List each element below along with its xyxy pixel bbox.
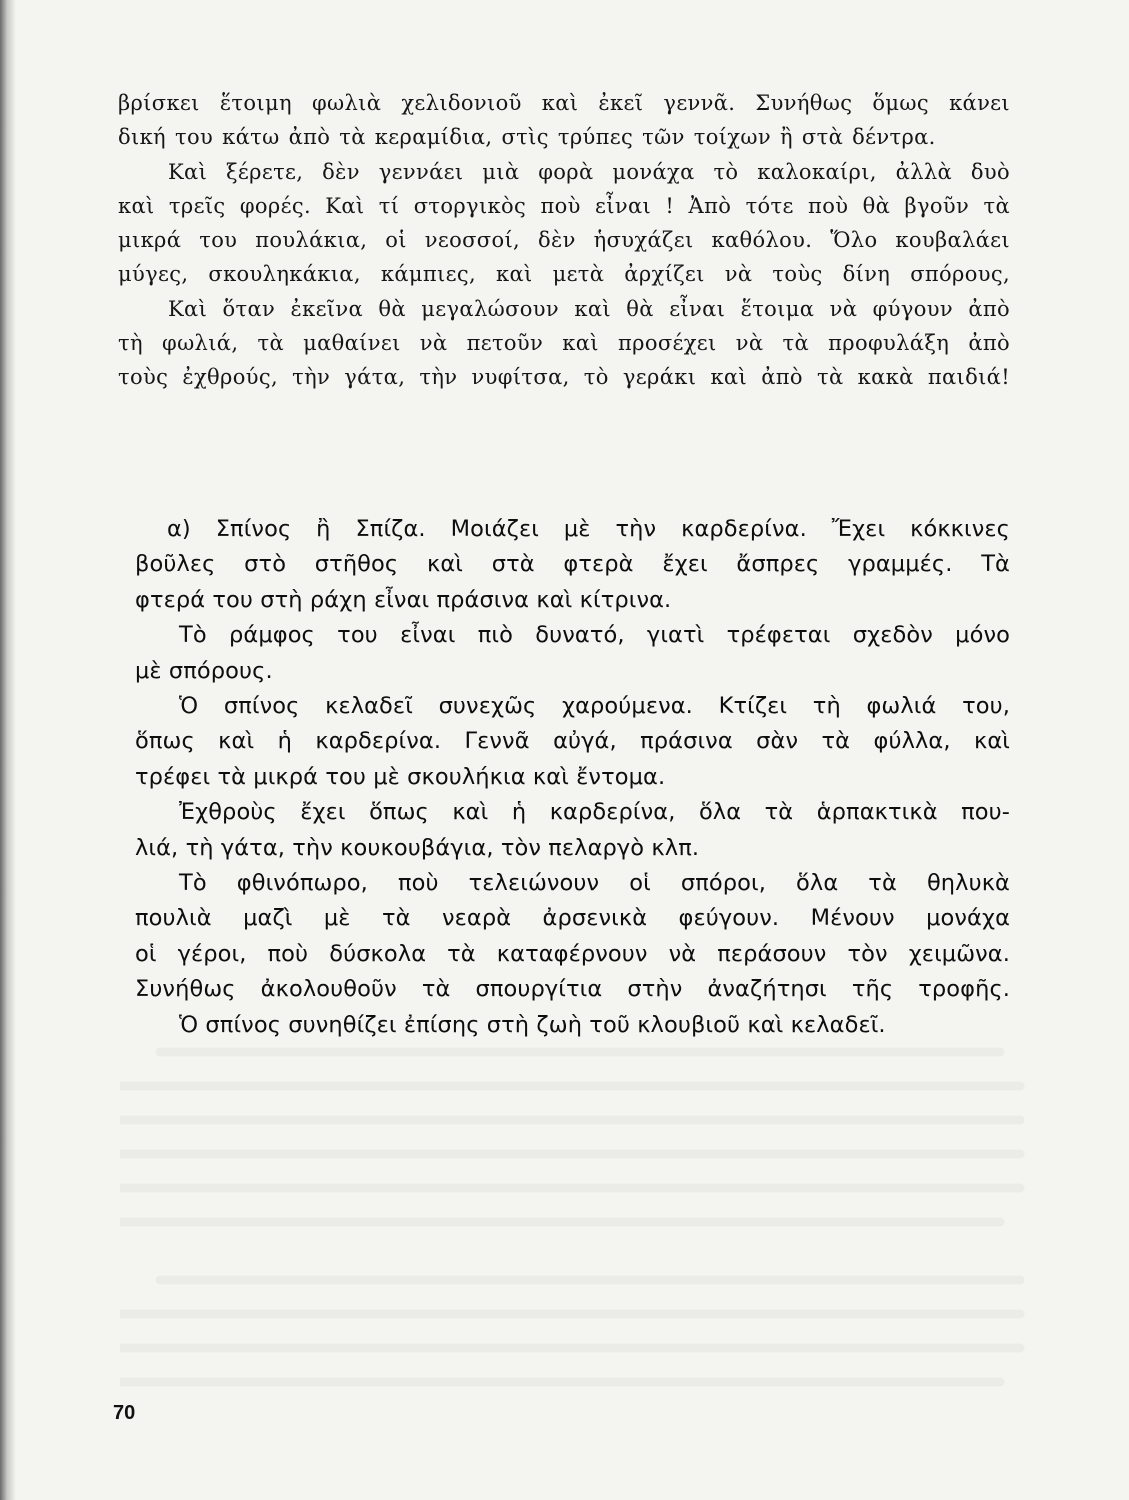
text-line: μὲ σπόρους. bbox=[135, 657, 273, 684]
text-line: Καὶ ὅταν ἐκεῖνα θὰ μεγαλώσουν καὶ θὰ εἶναι ἕτοιμα νὰ φύγουν ἀπὸ bbox=[168, 296, 1010, 321]
text-line: Τὸ ράμφος του εἶναι πιὸ δυνατό, γιατὶ τρέφεται σχεδὸν μόνο bbox=[179, 622, 1010, 649]
text-line: οἱ γέροι, ποὺ δύσκολα τὰ καταφέρνουν νὰ περάσουν τὸν χειμῶνα. bbox=[135, 940, 1010, 967]
text-line: δική του κάτω ἀπὸ τὰ κεραμίδια, στὶς τρύπες τῶν τοίχων ἢ στὰ δέντρα. bbox=[118, 125, 936, 150]
text-line: Ἐχθροὺς ἔχει ὅπως καὶ ἡ καρδερίνα, ὅλα τὰ ἁρπακτικὰ που- bbox=[179, 799, 1010, 826]
text-line: τοὺς ἐχθρούς, τὴν γάτα, τὴν νυφίτσα, τὸ γεράκι καὶ ἀπὸ τὰ κακὰ παιδιά! bbox=[118, 365, 1010, 390]
text-line: τὴ φωλιά, τὰ μαθαίνει νὰ πετοῦν καὶ προσέχει νὰ τὰ προφυλάξη ἀπὸ bbox=[118, 331, 1010, 356]
text-line: μύγες, σκουληκάκια, κάμπιες, καὶ μετὰ ἀρχίζει νὰ τοὺς δίνη σπόρους, bbox=[118, 262, 1010, 287]
show-through-texture bbox=[120, 1040, 1039, 1400]
text-line: τρέφει τὰ μικρά του μὲ σκουλήκια καὶ ἔντομα. bbox=[135, 763, 666, 790]
text-line: λιά, τὴ γάτα, τὴν κουκουβάγια, τὸν πελαργὸ κλπ. bbox=[135, 834, 700, 861]
text-line: Ὁ σπίνος συνηθίζει ἐπίσης στὴ ζωὴ τοῦ κλουβιοῦ καὶ κελαδεῖ. bbox=[179, 1011, 886, 1038]
text-line: βρίσκει ἕτοιμη φωλιὰ χελιδονιοῦ καὶ ἐκεῖ γεννᾶ. Συνήθως ὅμως κάνει bbox=[118, 91, 1010, 115]
text-line: Καὶ ξέρετε, δὲν γεννάει μιὰ φορὰ μονάχα τὸ καλοκαίρι, ἀλλὰ δυὸ bbox=[168, 159, 1010, 184]
text-line: μικρά του πουλάκια, οἱ νεοσσοί, δὲν ἡσυχάζει καθόλου. Ὅλο κουβαλάει bbox=[118, 228, 1010, 253]
text-line: καὶ τρεῖς φορές. Καὶ τί στοργικὸς ποὺ εἶναι ! Ἀπὸ τότε ποὺ θὰ βγοῦν τὰ bbox=[118, 193, 1010, 218]
text-line: ὅπως καὶ ἡ καρδερίνα. Γεννᾶ αὐγά, πράσινα σὰν τὰ φύλλα, καὶ bbox=[135, 728, 1010, 755]
upper-paragraph-block bbox=[118, 86, 1010, 395]
text-line: πουλιὰ μαζὶ μὲ τὰ νεαρὰ ἀρσενικὰ φεύγουν. Μένουν μονάχα bbox=[135, 905, 1010, 932]
text-line: Συνήθως ἀκολουθοῦν τὰ σπουργίτια στὴν ἀναζήτησι τῆς τροφῆς. bbox=[135, 976, 1010, 1003]
text-line: βοῦλες στὸ στῆθος καὶ στὰ φτερὰ ἔχει ἄσπρες γραμμές. Τὰ bbox=[135, 551, 1010, 578]
page-edge-shadow bbox=[0, 0, 16, 1500]
text-line: Ὁ σπίνος κελαδεῖ συνεχῶς χαρούμενα. Κτίζει τὴ φωλιά του, bbox=[179, 693, 1010, 720]
finch-description-block bbox=[135, 512, 1010, 1043]
text-line: φτερά του στὴ ράχη εἶναι πράσινα καὶ κίτρινα. bbox=[135, 586, 672, 613]
show-through-lines bbox=[120, 1040, 1039, 1400]
text-line: Τὸ φθινόπωρο, ποὺ τελειώνουν οἱ σπόροι, ὅλα τὰ θηλυκὰ bbox=[179, 870, 1010, 897]
text-line: α) Σπίνος ἢ Σπίζα. Μοιάζει μὲ τὴν καρδερίνα. Ἔχει κόκκινες bbox=[167, 516, 1010, 542]
page-number: 70 bbox=[113, 1402, 136, 1424]
